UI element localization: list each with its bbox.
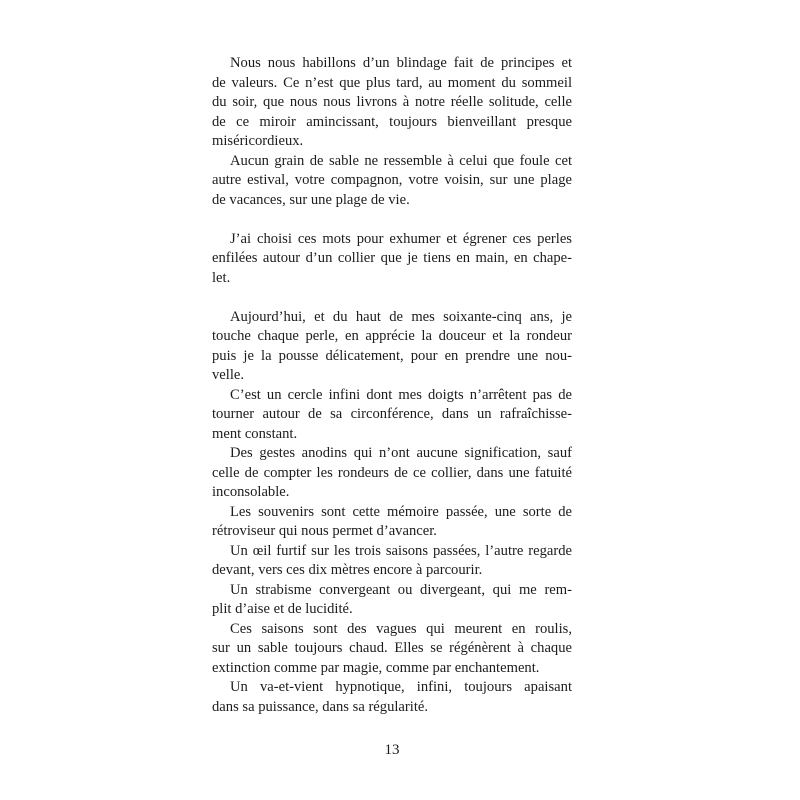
text-line: rétroviseur qui nous permet d’avancer. bbox=[212, 523, 437, 539]
text-line: Aujourd’hui, et du haut de mes soixante-cinq ans, je bbox=[230, 308, 572, 325]
paragraph bbox=[212, 678, 572, 717]
paragraph bbox=[212, 444, 572, 503]
text-line: plit d’aise et de lucidité. bbox=[212, 601, 353, 617]
text-line: de vacances, sur une plage de vie. bbox=[212, 191, 410, 208]
text-line: ment constant. bbox=[212, 425, 298, 442]
text-line: touche chaque perle, en apprécie la douceur et la rondeur bbox=[212, 328, 572, 344]
body-text bbox=[212, 54, 572, 717]
paragraph bbox=[212, 54, 572, 152]
text-line: J’ai choisi ces mots pour exhumer et égrener ces perles bbox=[230, 230, 572, 247]
text-line: autre estival, votre compagnon, votre voisin, sur une plage bbox=[212, 172, 572, 188]
text-line: Nous nous habillons d’un blindage fait de principes et bbox=[230, 55, 572, 71]
text-line: puis je la pousse délicatement, pour en prendre une nou- bbox=[212, 347, 572, 364]
text-line: inconsolable. bbox=[212, 484, 290, 500]
text-line: sur un sable toujours chaud. Elles se régénèrent à chaque bbox=[212, 640, 572, 656]
text-line: enfilées autour d’un collier que je tiens en main, en chape- bbox=[212, 250, 572, 266]
paragraph bbox=[212, 503, 572, 542]
text-line: Un strabisme convergeant ou divergeant, qui me rem- bbox=[230, 581, 572, 598]
paragraph bbox=[212, 581, 572, 620]
text-line: Ces saisons sont des vagues qui meurent en roulis, bbox=[230, 620, 572, 637]
text-line: miséricordieux. bbox=[212, 133, 304, 149]
text-line: Aucun grain de sable ne ressemble à celui que foule cet bbox=[230, 152, 572, 169]
text-line: velle. bbox=[212, 367, 245, 383]
text-line: dans sa puissance, dans sa régularité. bbox=[212, 698, 428, 715]
paragraph bbox=[212, 308, 572, 386]
text-line: de valeurs. Ce n’est que plus tard, au moment du sommeil bbox=[212, 74, 572, 91]
text-line: du soir, que nous nous livrons à notre réelle solitude, celle bbox=[212, 94, 572, 110]
text-line: Des gestes anodins qui n’ont aucune signification, sauf bbox=[230, 445, 572, 461]
text-line: Un va-et-vient hypnotique, infini, toujours apaisant bbox=[230, 679, 572, 695]
paragraph bbox=[212, 620, 572, 679]
page-number: 13 bbox=[384, 742, 400, 758]
text-line: tourner autour de sa circonférence, dans un rafraîchisse- bbox=[212, 406, 572, 422]
paragraph bbox=[212, 542, 572, 581]
text-line: Un œil furtif sur les trois saisons passées, l’autre regarde bbox=[230, 542, 572, 559]
text-line: C’est un cercle infini dont mes doigts n’arrêtent pas de bbox=[230, 386, 572, 403]
text-line: let. bbox=[212, 269, 231, 286]
text-line: Les souvenirs sont cette mémoire passée, une sorte de bbox=[230, 503, 572, 520]
text-line: celle de compter les rondeurs de ce collier, dans une fatuité bbox=[212, 464, 572, 481]
paragraph bbox=[212, 152, 572, 211]
paragraph-break bbox=[212, 288, 572, 308]
paragraph bbox=[212, 386, 572, 445]
text-line: devant, vers ces dix mètres encore à parcourir. bbox=[212, 562, 483, 578]
text-line: extinction comme par magie, comme par enchantement. bbox=[212, 659, 540, 676]
paragraph bbox=[212, 230, 572, 289]
text-line: de ce miroir amincissant, toujours bienveillant presque bbox=[212, 113, 572, 130]
paragraph-break bbox=[212, 210, 572, 230]
